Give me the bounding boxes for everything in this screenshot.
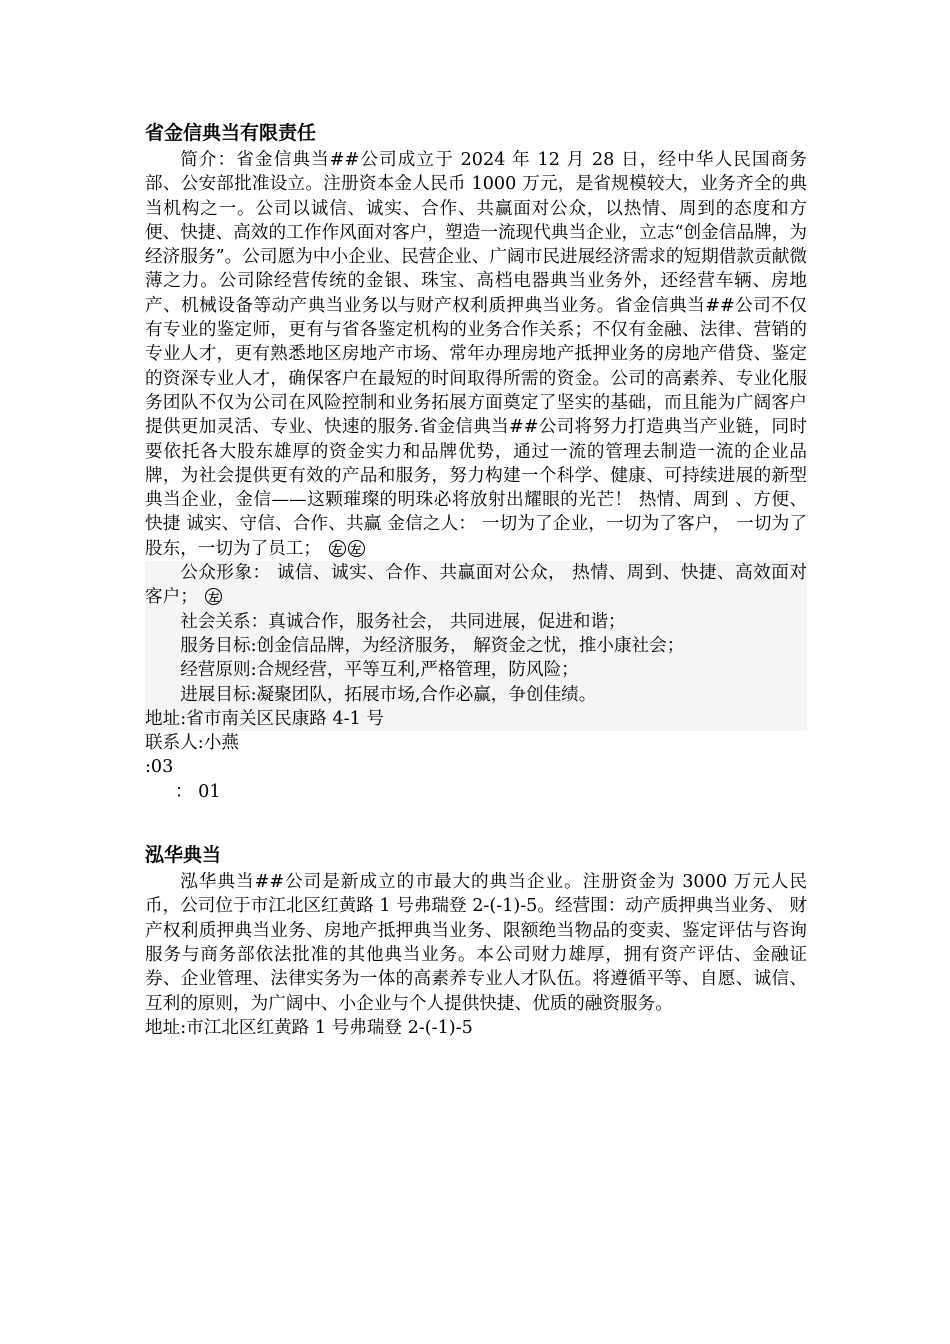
public-image-text: 公众形象： 诚信、诚实、合作、共赢面对公众， 热情、周到、快捷、高效面对客户；	[145, 563, 807, 608]
contact-line: 联系人:小燕	[145, 733, 239, 754]
company-values-block	[145, 561, 807, 731]
circled-mark-icon: 左	[348, 540, 365, 557]
fax-line: ： 01	[175, 781, 221, 802]
social-relations-line: 社会关系：真诚合作，服务社会， 共同进展，促进和谐；	[180, 611, 626, 632]
development-goal-line: 进展目标:凝聚团队，拓展市场,合作必赢，争创佳绩。	[180, 684, 597, 705]
address-line: 地址:省市南关区民康路 4-1 号	[145, 708, 384, 729]
public-image-line	[145, 561, 807, 610]
circled-mark-icon: 左	[329, 540, 346, 557]
business-principle-line: 经营原则:合规经营，平等互利,严格管理，防风险；	[180, 660, 579, 681]
phone-line: :03	[145, 757, 174, 778]
circled-mark-icon: 左	[205, 588, 222, 605]
section-gap	[145, 804, 807, 840]
company-title: 省金信典当有限责任	[145, 122, 317, 144]
company-intro-2: 泓华典当##公司是新成立的市最大的典当企业。注册资金为 3000 万元人民币，公司位于市江北区红黄路 1 号弗瑞登 2-(-1)-5。经营围：动产质押典当业务、 财产权利质押典当业务、房地产抵押典当业务、限额绝当物品的变卖、鉴定评估与咨询服务与商务部依法批准的其他典当业务。本公司财力雄厚，拥有资产评估、金融证券、企业管理、法律实务为一体的高素养专业人才队伍。将遵循平等、自愿、诚信、互利的原则，为广阔中、小企业与个人提供快捷、优质的融资服务。	[145, 872, 807, 1014]
address-line-2: 地址:市江北区红黄路 1 号弗瑞登 2-(-1)-5	[145, 1017, 473, 1038]
intro-text: 简介：省金信典当##公司成立于 2024 年 12 月 28 日，经中华人民国商务部、公安部批准设立。注册资本金人民币 1000 万元，是省规模较大，业务齐全的典当机构之一。公司以诚信、诚实、合作、共赢面对公众，以热情、周到的态度和方便、快捷、高效的工作作风面对客户，塑造一流现代典当企业，立志“创金信品牌，为经济服务”。公司愿为中小企业、民营企业、广阔市民进展经济需求的短期借款贡献微薄之力。公司除经营传统的金银、珠宝、高档电器典当业务外，还经营车辆、房地产、机械设备等动产典当业务以与财产权利质押典当业务。省金信典当##公司不仅有专业的鉴定师，更有与省各鉴定机构的业务合作关系；不仅有金融、法律、营销的专业人才，更有熟悉地区房地产市场、常年办理房地产抵押业务的房地产借贷、鉴定的资深专业人才，确保客户在最短的时间取得所需的资金。公司的高素养、专业化服务团队不仅为公司在风险控制和业务拓展方面奠定了坚实的基础，而且能为广阔客户提供更加灵活、专业、快速的服务.省金信典当##公司将努力打造典当产业链，同时要依托各大股东雄厚的资金实力和品牌优势，通过一流的管理去制造一流的企业品牌，为社会提供更有效的产品和服务，努力构建一个科学、健康、可持续进展的新型典当企业，金信——这颗璀璨的明珠必将放射出耀眼的光芒！ 热情、周到 、方便、快捷 诚实、守信、合作、共赢 金信之人： 一切为了企业，一切为了客户， 一切为了股东，一切为了员工；	[145, 150, 807, 559]
service-goal-line: 服务目标:创金信品牌，为经济服务， 解资金之忧，推小康社会；	[180, 635, 685, 656]
document-page	[145, 118, 807, 1040]
company-intro	[145, 148, 807, 561]
company-title-2: 泓华典当	[145, 844, 222, 867]
